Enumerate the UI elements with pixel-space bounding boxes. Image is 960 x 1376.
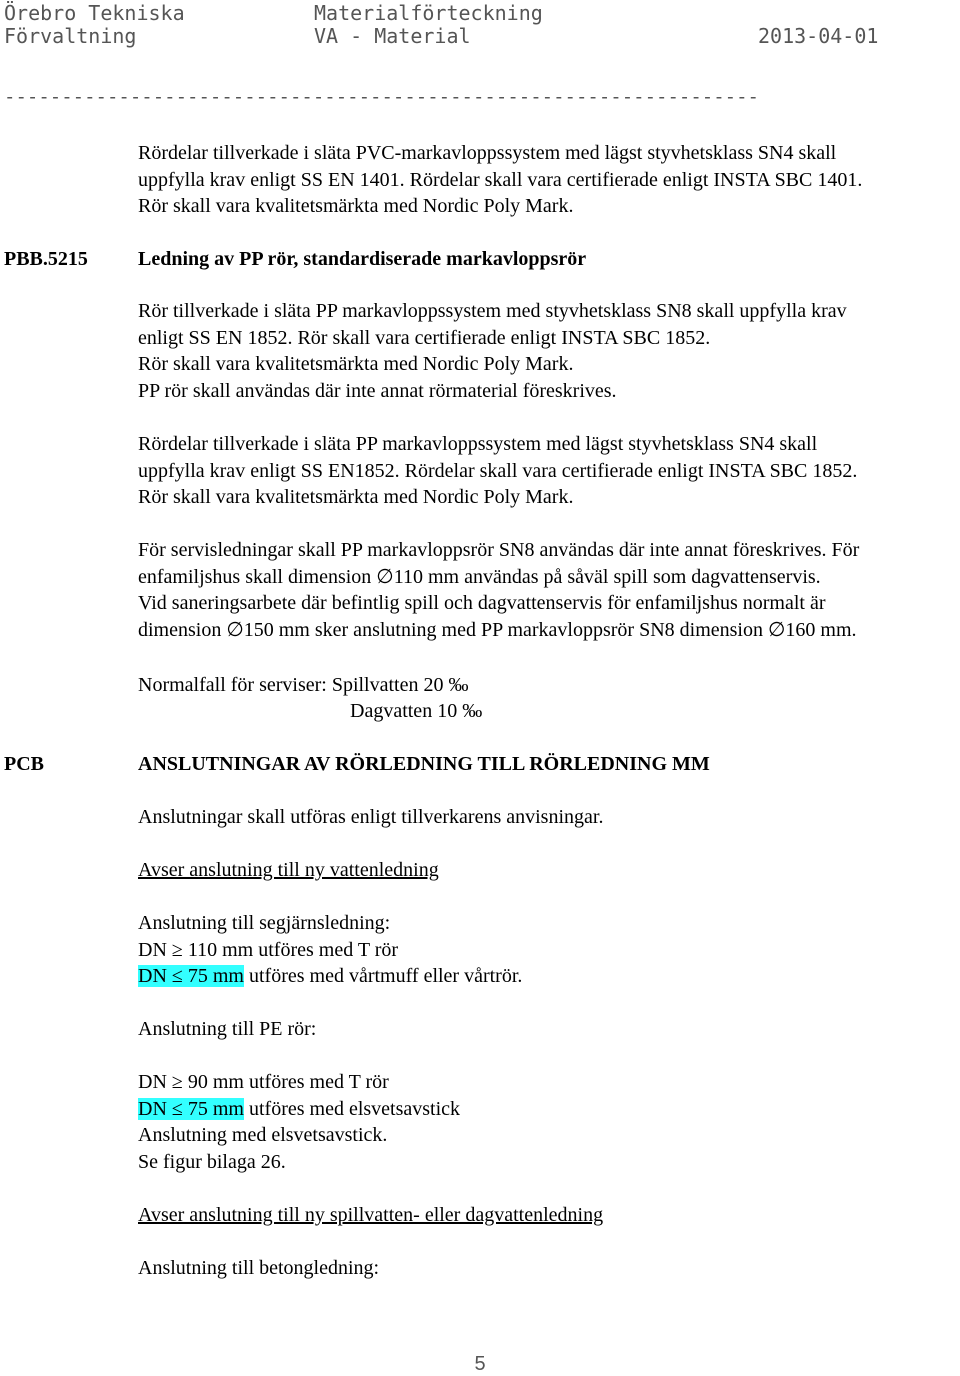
sub-heading-spill-dag-text: Avser anslutning till ny spillvatten- eller dagvattenledning [138,1204,604,1226]
para-pp-pipes [138,298,958,404]
header-doc-subtitle: VA - Material [314,24,471,48]
sub-heading-water-text: Avser anslutning till ny vattenledning [138,859,439,881]
text-line: Rör tillverkade i släta PP markavloppssystem med styvhetsklass SN8 skall uppfylla krav [138,300,847,322]
pe-line-4: Se figur bilaga 26. [138,1150,286,1173]
sub-heading-water [138,857,958,884]
para-service-lines [138,537,958,643]
text-line: Rör skall vara kvalitetsmärkta med Nordic Poly Mark. [138,353,574,375]
text-line: Rör skall vara kvalitetsmärkta med Nordic Poly Mark. [138,195,574,217]
header-doc-title: Materialförteckning [314,1,543,25]
para-pvc-fittings [138,140,958,220]
seg-line-1: DN ≥ 110 mm utföres med T rör [138,938,399,961]
pe-label: Anslutning till PE rör: [138,1018,317,1040]
header-date: 2013-04-01 [758,24,879,48]
header-org-line1: Örebro Tekniska [4,1,185,25]
header-separator: ------------------------------------------------------------------ [4,86,759,108]
text-line: Rördelar tillverkade i släta PP markavloppssystem med lägst styvhetsklass SN4 skall [138,433,818,455]
seg-line-2 [138,963,958,990]
normal-case-dag: Dagvatten 10 ‰ [350,700,483,722]
highlighted-dn: DN ≤ 75 mm [138,965,244,987]
seg-block [138,910,958,990]
text-line: För servisledningar skall PP markavloppsrör SN8 användas där inte annat föreskrives. För [138,539,860,561]
pe-block [138,1069,958,1175]
section-code-pbb5215: PBB.5215 [4,248,88,270]
text-line: enfamiljshus skall dimension ∅110 mm användas på såväl spill som dagvattenservis. [138,565,821,588]
seg-line-2-rest: utföres med vårtmuff eller vårtrör. [243,965,523,987]
text-line: uppfylla krav enligt SS EN1852. Rördelar skall vara certifierade enligt INSTA SBC 1852. [138,459,858,482]
text-line: Rör skall vara kvalitetsmärkta med Nordic Poly Mark. [138,486,574,508]
pe-line-2-rest: utföres med elsvetsavstick [243,1097,461,1120]
text-line: Rördelar tillverkade i släta PVC-markavloppssystem med lägst styvhetsklass SN4 skall [138,142,837,164]
text-line: uppfylla krav enligt SS EN 1401. Rördelar skall vara certifierade enligt INSTA SBC 1401. [138,168,863,191]
section-title-pcb: ANSLUTNINGAR AV RÖRLEDNING TILL RÖRLEDNING MM [138,753,710,775]
seg-label: Anslutning till segjärnsledning: [138,912,391,934]
normal-case-spill: Normalfall för serviser: Spillvatten 20 ‰ [138,674,469,696]
section-code-pcb: PCB [4,753,44,775]
sub-heading-spill-dag [138,1202,958,1229]
text-line: enligt SS EN 1852. Rör skall vara certifierade enligt INSTA SBC 1852. [138,326,711,349]
concrete-label: Anslutning till betongledning: [138,1257,380,1279]
pcb-intro: Anslutningar skall utföras enligt tillverkarens anvisningar. [138,806,604,828]
pe-line-1: DN ≥ 90 mm utföres med T rör [138,1071,389,1093]
text-line: Vid saneringsarbete där befintlig spill och dagvattenservis för enfamiljshus normalt är [138,592,826,614]
header-org-line2: Förvaltning [4,24,137,48]
page-number: 5 [474,1353,486,1375]
text-line: dimension ∅150 mm sker anslutning med PP markavloppsrör SN8 dimension ∅160 mm. [138,618,857,641]
pe-line-3: Anslutning med elsvetsavstick. [138,1124,388,1146]
text-line: PP rör skall användas där inte annat rörmaterial föreskrives. [138,379,617,402]
highlighted-dn: DN ≤ 75 mm [138,1097,244,1120]
pe-line-2 [138,1096,958,1123]
section-title-pbb5215: Ledning av PP rör, standardiserade markavloppsrör [138,248,587,270]
para-pp-fittings [138,431,958,511]
